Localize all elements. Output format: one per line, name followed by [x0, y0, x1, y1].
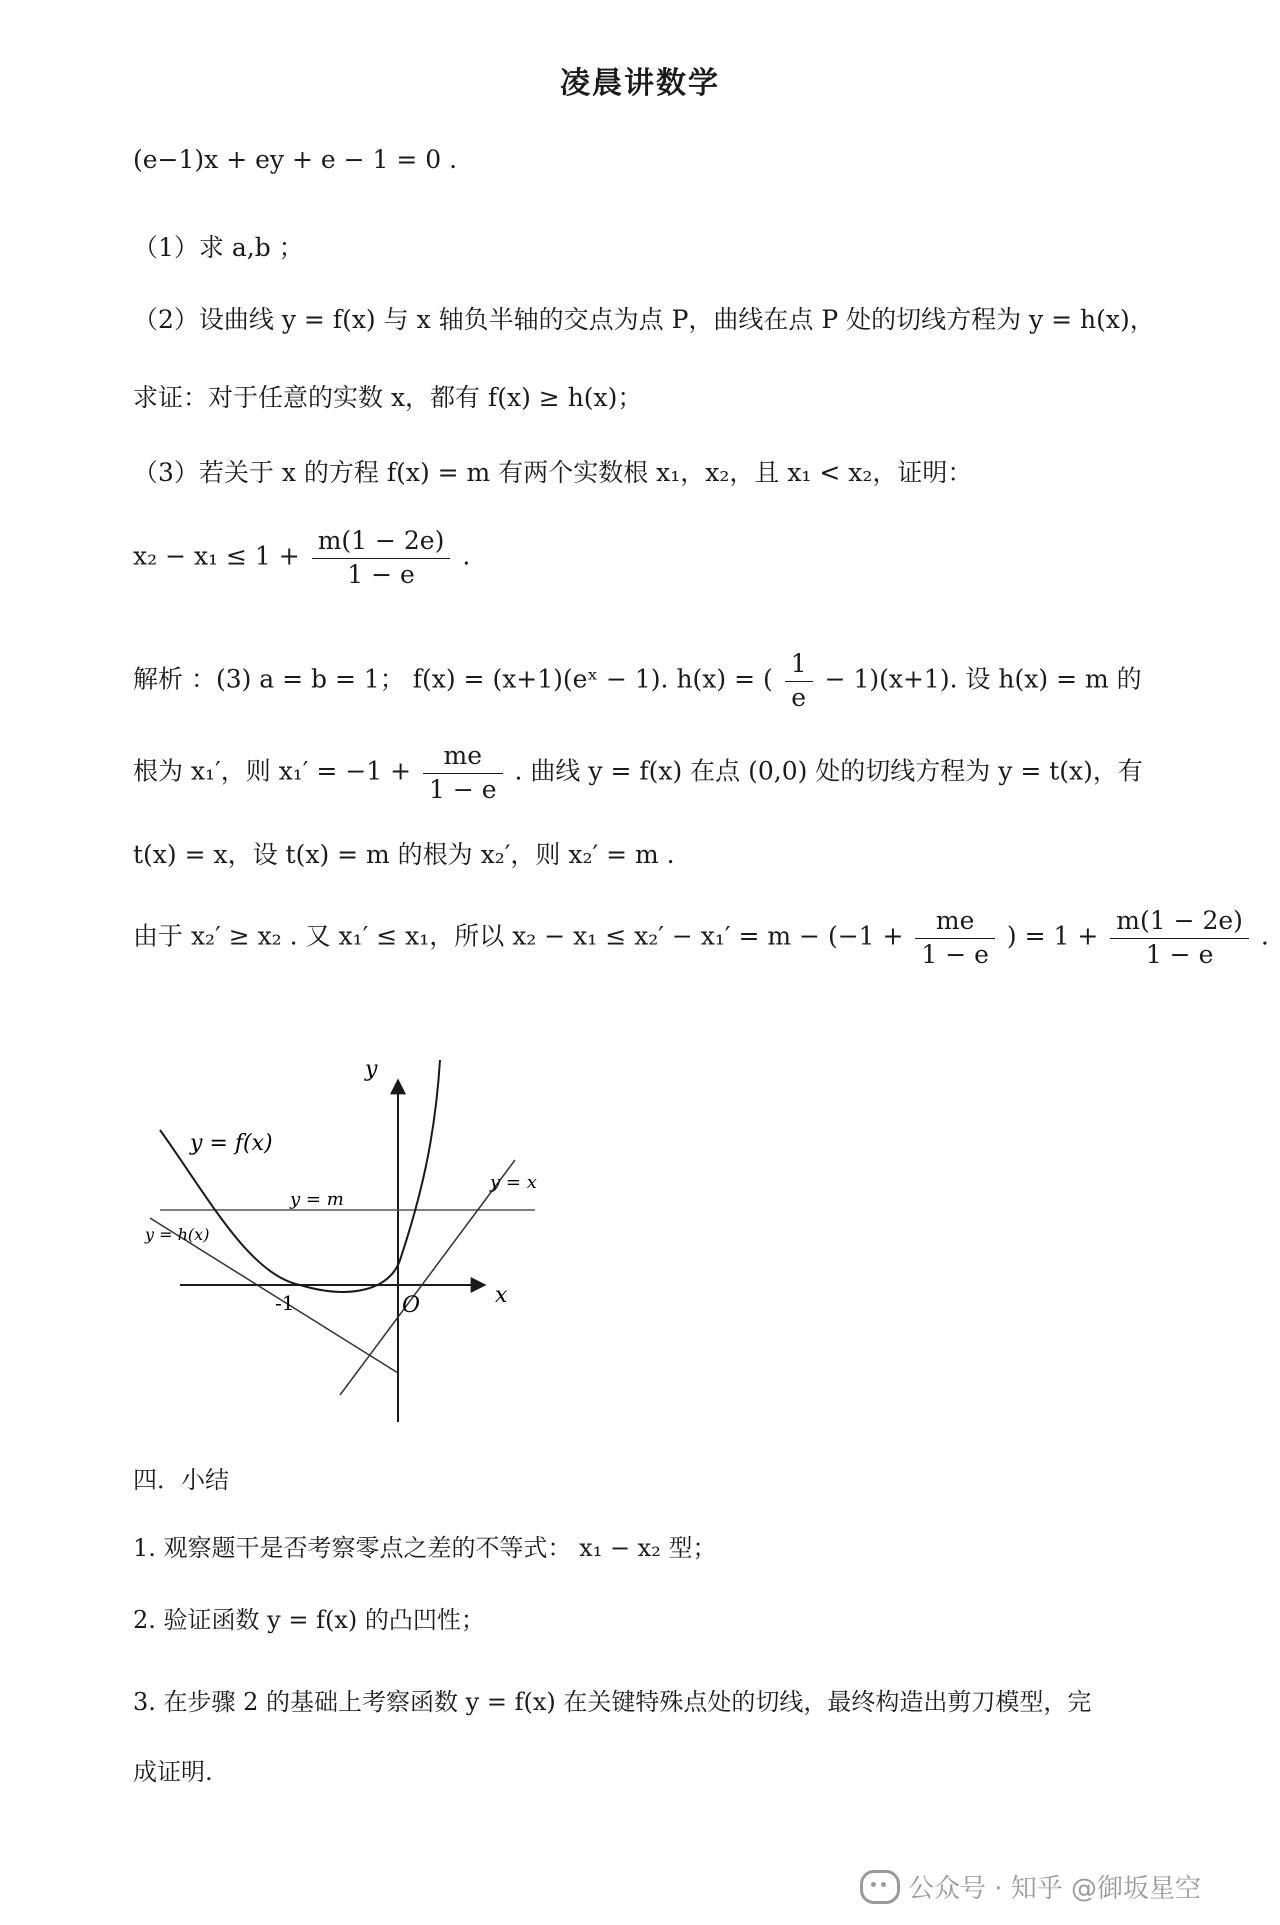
fraction-denominator: 1 − e [921, 939, 989, 969]
line-m-label: y = m [290, 1189, 344, 1210]
fraction-numerator: me [915, 905, 995, 939]
fraction-denominator: 1 − e [1145, 939, 1214, 969]
x-axis-label: x [495, 1283, 508, 1308]
solution-text: 解析 ：(3) a = b = 1； f(x) = (x+1)(eˣ − 1). h(x) = ( [133, 664, 773, 694]
function-graph [140, 1060, 560, 1440]
fraction-numerator: m(1 − 2e) [312, 525, 451, 559]
question-2-part-a: （2）设曲线 y = f(x) 与 x 轴负半轴的交点为点 P，曲线在点 P 处的切线方程为 y = h(x)， [133, 305, 1155, 334]
page-title: 凌晨讲数学 [560, 66, 720, 101]
fraction-numerator: me [423, 740, 503, 774]
fraction-denominator: e [791, 682, 807, 712]
fraction [423, 740, 503, 806]
fraction [915, 905, 995, 971]
wechat-icon [860, 1870, 900, 1904]
fraction [785, 648, 813, 714]
tick-label: -1 [275, 1291, 295, 1315]
question-2-part-b: 求证：对于任意的实数 x，都有 f(x) ≥ h(x)； [133, 383, 643, 412]
fraction [312, 525, 451, 591]
summary-item-2: 2. 验证函数 y = f(x) 的凸凹性； [133, 1606, 485, 1634]
inequality-lhs: x₂ − x₁ ≤ 1 + [133, 541, 300, 571]
fraction-denominator: 1 − e [429, 774, 497, 804]
origin-label: O [402, 1293, 421, 1318]
question-1: （1）求 a,b ； [133, 233, 304, 262]
question-3-part-a: （3）若关于 x 的方程 f(x) = m 有两个实数根 x₁，x₂，且 x₁ < x₂，证明： [133, 458, 973, 487]
watermark [860, 1868, 1201, 1905]
solution-text: − 1)(x+1). 设 h(x) = m 的 [824, 664, 1142, 694]
y-axis-label: y [365, 1060, 378, 1082]
solution-line-3: t(x) = x，设 t(x) = m 的根为 x₂′，则 x₂′ = m . [133, 840, 675, 869]
line-x-label: y = x [490, 1172, 537, 1193]
summary-item-3b: 成证明. [133, 1758, 213, 1786]
equation-line: (e−1)x + ey + e − 1 = 0 . [133, 145, 458, 174]
curve-f-label: y = f(x) [190, 1131, 273, 1156]
summary-item-1: 1. 观察题干是否考察零点之差的不等式： x₁ − x₂ 型； [133, 1534, 717, 1562]
watermark-text: 公众号 · 知乎 @御坂星空 [908, 1874, 1202, 1904]
solution-text: . 曲线 y = f(x) 在点 (0,0) 处的切线方程为 y = t(x)，有 [514, 756, 1143, 786]
summary-item-3a: 3. 在步骤 2 的基础上考察函数 y = f(x) 在关键特殊点处的切线，最终构造出剪刀模型，完 [133, 1688, 1092, 1716]
solution-text: ) = 1 + [1006, 921, 1099, 951]
period: . [462, 541, 471, 571]
line-h-label: y = h(x) [145, 1225, 210, 1244]
fraction-numerator: m(1 − 2e) [1110, 905, 1249, 939]
solution-line-1 [133, 648, 1142, 714]
fraction-denominator: 1 − e [347, 559, 415, 589]
solution-line-2 [133, 740, 1143, 806]
summary-heading: 四．小结 [133, 1466, 229, 1494]
line-y-equals-x [340, 1160, 515, 1395]
fraction-numerator: 1 [785, 648, 813, 682]
solution-text: 根为 x₁′，则 x₁′ = −1 + [133, 756, 412, 786]
question-3-inequality [133, 525, 470, 591]
fraction [1110, 905, 1249, 971]
solution-line-4 [133, 905, 1269, 971]
solution-text: 由于 x₂′ ≥ x₂ . 又 x₁′ ≤ x₁，所以 x₂ − x₁ ≤ x₂′ − x₁′ = m − (−1 + [133, 921, 904, 951]
period: . [1260, 921, 1269, 951]
